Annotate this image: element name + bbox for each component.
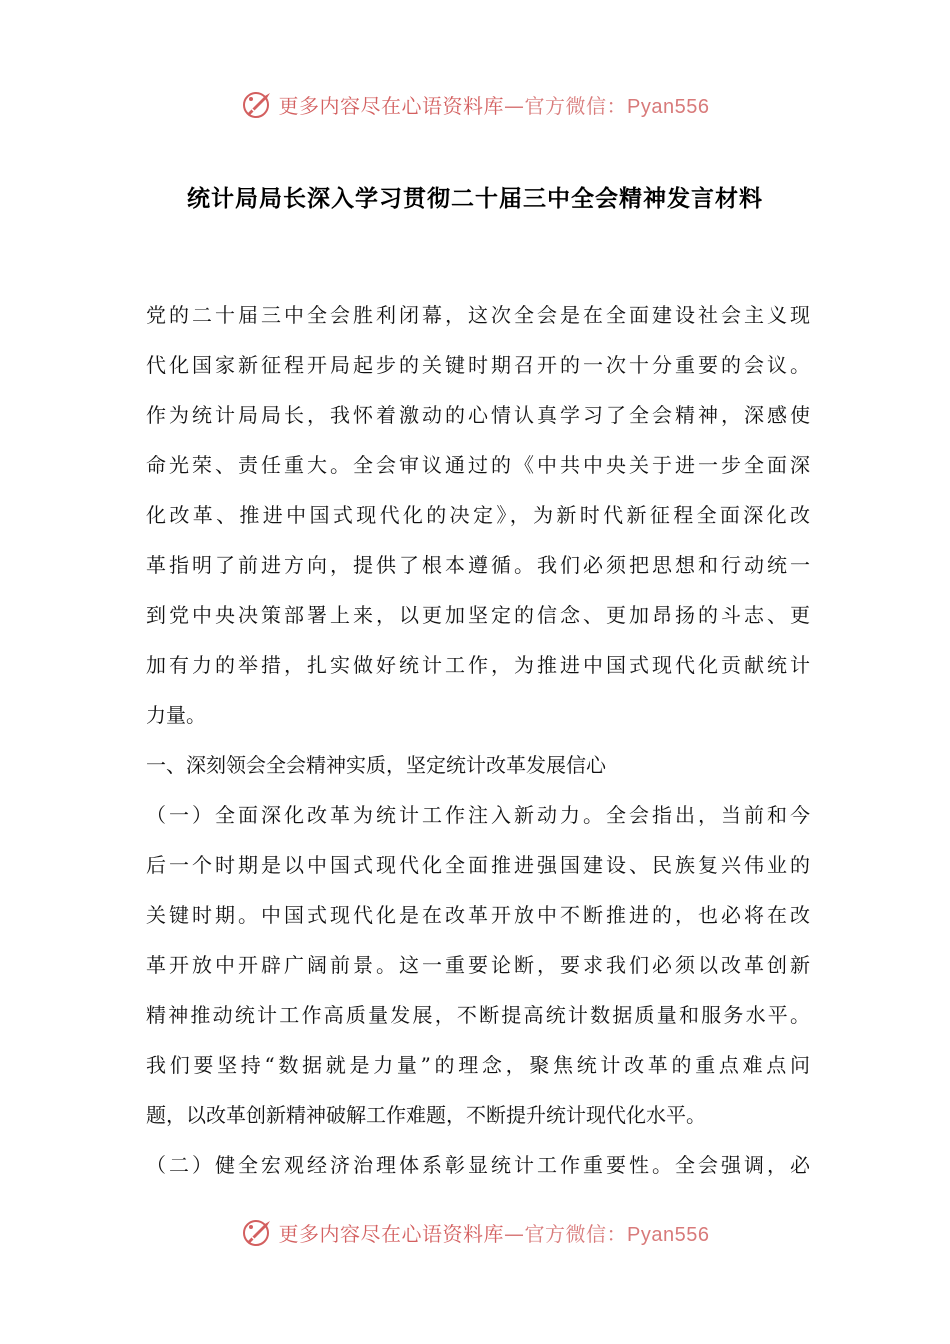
watermark-brand: 更多内容尽在心语资料库: [278, 1221, 505, 1246]
section-heading: 一、深刻领会全会精神实质，坚定统计改革发展信心: [146, 753, 606, 777]
body-line: 革指明了前进方向，提供了根本遵循。我们必须把思想和行动统一: [146, 553, 810, 577]
body-line: 作为统计局局长，我怀着激动的心情认真学习了全会精神，深感使: [146, 403, 810, 427]
fountain-pen-logo-icon: [241, 1215, 275, 1249]
body-line: 精神推动统计工作高质量发展，不断提高统计数据质量和服务水平。: [146, 1003, 810, 1027]
body-line: 我们要坚持“数据就是力量”的理念，聚焦统计改革的重点难点问: [146, 1053, 810, 1077]
footer-watermark: [0, 1212, 950, 1252]
body-line: （一）全面深化改革为统计工作注入新动力。全会指出，当前和今: [146, 803, 810, 827]
body-line: 化改革、推进中国式现代化的决定》，为新时代新征程全面深化改: [146, 503, 810, 527]
watermark-wechat-id: Pyan556: [627, 1223, 710, 1246]
header-watermark: [0, 84, 950, 124]
watermark-text: [279, 90, 710, 119]
body-line: 到党中央决策部署上来，以更加坚定的信念、更加昂扬的斗志、更: [146, 603, 810, 627]
watermark-brand: 更多内容尽在心语资料库: [278, 93, 505, 118]
body-line: 党的二十届三中全会胜利闭幕，这次全会是在全面建设社会主义现: [146, 303, 810, 327]
body-line: 题，以改革创新精神破解工作难题，不断提升统计现代化水平。: [146, 1103, 706, 1127]
body-line: 加有力的举措，扎实做好统计工作，为推进中国式现代化贡献统计: [146, 653, 810, 677]
watermark-wechat-id: Pyan556: [627, 95, 710, 118]
watermark-official: 官方微信：: [524, 93, 628, 118]
watermark-dash: —: [504, 93, 525, 118]
body-line: 关键时期。中国式现代化是在改革开放中不断推进的，也必将在改: [146, 903, 810, 927]
body-line: 革开放中开辟广阔前景。这一重要论断，要求我们必须以改革创新: [146, 953, 810, 977]
body-line: 命光荣、责任重大。全会审议通过的《中共中央关于进一步全面深: [146, 453, 810, 477]
watermark-dash: —: [504, 1221, 525, 1246]
watermark-text: [279, 1218, 710, 1247]
watermark-official: 官方微信：: [524, 1221, 628, 1246]
fountain-pen-logo-icon: [241, 87, 275, 121]
document-body: [146, 290, 810, 1190]
body-line: （二）健全宏观经济治理体系彰显统计工作重要性。全会强调，必: [146, 1153, 810, 1177]
body-line: 后一个时期是以中国式现代化全面推进强国建设、民族复兴伟业的: [146, 853, 810, 877]
body-line: 代化国家新征程开局起步的关键时期召开的一次十分重要的会议。: [146, 353, 810, 377]
body-line: 力量。: [146, 703, 206, 727]
document-title: 统计局局长深入学习贯彻二十届三中全会精神发言材料: [187, 186, 763, 212]
